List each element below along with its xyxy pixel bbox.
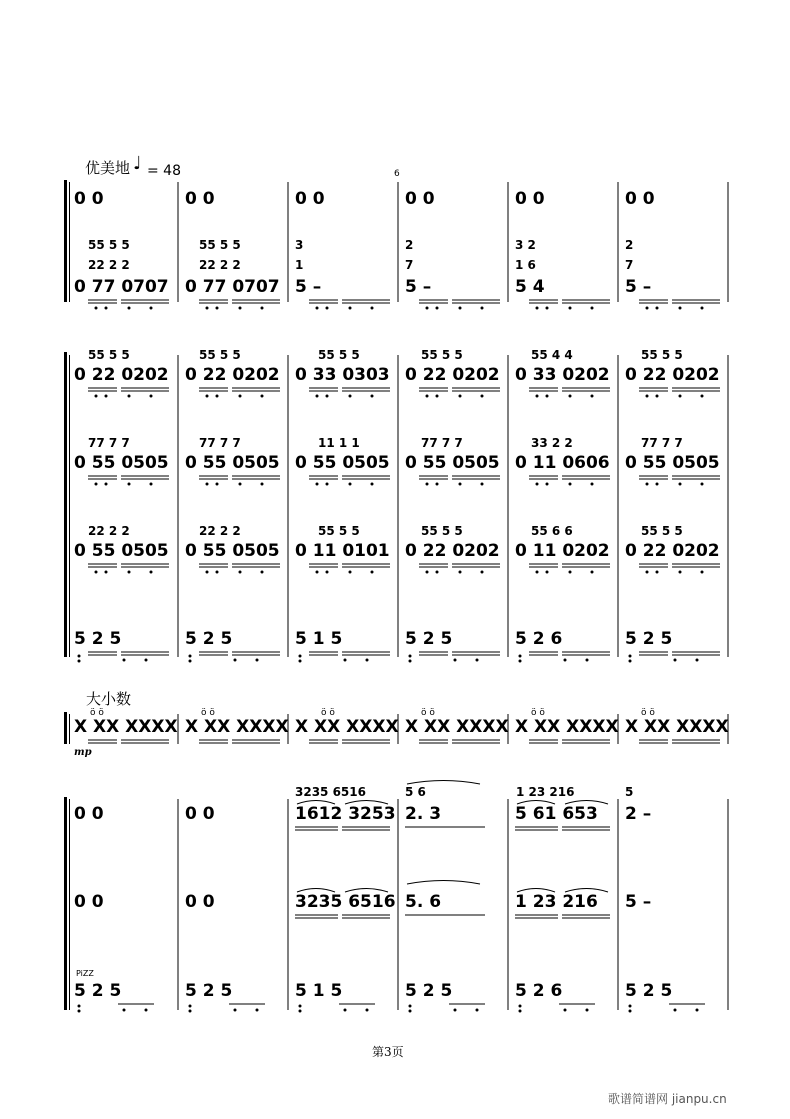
slur xyxy=(517,889,555,893)
chord-top: 1 23 216 xyxy=(516,785,575,799)
octave-dot xyxy=(349,483,352,486)
octave-dot xyxy=(326,483,329,486)
notes: 0 22 0202 xyxy=(625,541,720,561)
percussion-label: 大小数 xyxy=(86,690,132,708)
octave-dot xyxy=(78,655,81,658)
notes: 0 0 xyxy=(74,892,104,912)
octave-dot xyxy=(656,483,659,486)
notes: 0 55 0505 xyxy=(185,541,280,561)
chord-top: 33 2 2 xyxy=(531,436,573,450)
octave-dot xyxy=(646,395,649,398)
octave-dot xyxy=(656,571,659,574)
octave-dot xyxy=(128,395,131,398)
notes: 5 1 5 xyxy=(295,629,343,649)
octave-dot xyxy=(371,307,374,310)
notes: 3235 6516 xyxy=(295,892,396,912)
notes: 1612 3253 xyxy=(295,804,396,824)
octave-dot xyxy=(519,1005,522,1008)
notes: 0 33 0303 xyxy=(295,365,390,385)
ornament: ö ö xyxy=(641,708,655,718)
notes: 0 55 0505 xyxy=(74,541,169,561)
chord-top: 11 1 1 xyxy=(318,436,360,450)
octave-dot xyxy=(591,483,594,486)
octave-dot xyxy=(701,307,704,310)
octave-dot xyxy=(150,307,153,310)
chord-top: 55 5 5 xyxy=(199,348,241,362)
octave-dot xyxy=(239,307,242,310)
chord-top: 77 7 7 xyxy=(421,436,463,450)
notes: 5 – xyxy=(405,277,432,297)
chord-top: 3 xyxy=(295,238,304,252)
octave-dot xyxy=(646,483,649,486)
octave-dot xyxy=(261,571,264,574)
octave-dot xyxy=(256,659,259,662)
octave-dot xyxy=(564,659,567,662)
notes: 5 2 5 xyxy=(625,981,673,1001)
octave-dot xyxy=(216,395,219,398)
slur xyxy=(345,889,388,893)
octave-dot xyxy=(536,395,539,398)
octave-dot xyxy=(150,571,153,574)
octave-dot xyxy=(326,307,329,310)
octave-dot xyxy=(476,1009,479,1012)
octave-dot xyxy=(564,1009,567,1012)
notes: 5 2 5 xyxy=(185,981,233,1001)
notes: 5 – xyxy=(295,277,322,297)
pizz-marking: PiZZ xyxy=(76,969,94,978)
octave-dot xyxy=(519,1010,522,1013)
chord-mid: 22 2 2 xyxy=(88,258,130,272)
octave-dot xyxy=(150,395,153,398)
chord-top: 2 xyxy=(625,238,634,252)
octave-dot xyxy=(349,395,352,398)
chord-top: 55 5 5 xyxy=(421,524,463,538)
octave-dot xyxy=(591,307,594,310)
ornament: ö ö xyxy=(421,708,435,718)
octave-dot xyxy=(569,571,572,574)
chord-top: 5 xyxy=(625,785,634,799)
chord-top: 55 5 5 xyxy=(318,348,360,362)
notes: 0 0 xyxy=(185,892,215,912)
notes: 0 0 xyxy=(74,189,104,209)
octave-dot xyxy=(674,1009,677,1012)
octave-dot xyxy=(519,655,522,658)
octave-dot xyxy=(436,307,439,310)
octave-dot xyxy=(696,1009,699,1012)
octave-dot xyxy=(371,395,374,398)
octave-dot xyxy=(679,571,682,574)
ornament: ö ö xyxy=(90,708,104,718)
dynamic-marking: mp xyxy=(74,747,92,758)
octave-dot xyxy=(586,659,589,662)
chord-top: 55 4 4 xyxy=(531,348,573,362)
notes: 0 22 0202 xyxy=(74,365,169,385)
octave-dot xyxy=(105,483,108,486)
octave-dot xyxy=(546,571,549,574)
notes: 0 11 0101 xyxy=(295,541,390,561)
notes: 2 – xyxy=(625,804,652,824)
octave-dot xyxy=(454,659,457,662)
octave-dot xyxy=(696,659,699,662)
chord-top: 55 5 5 xyxy=(641,524,683,538)
octave-dot xyxy=(216,307,219,310)
notes: 0 55 0505 xyxy=(185,453,280,473)
octave-dot xyxy=(679,307,682,310)
octave-dot xyxy=(239,395,242,398)
octave-dot xyxy=(536,483,539,486)
octave-dot xyxy=(656,395,659,398)
octave-dot xyxy=(646,307,649,310)
slur xyxy=(297,889,335,893)
chord-top: 3 2 xyxy=(515,238,536,252)
notes: 5 – xyxy=(625,892,652,912)
octave-dot xyxy=(426,307,429,310)
octave-dot xyxy=(234,659,237,662)
notes: X XX XXXX xyxy=(405,717,509,737)
octave-dot xyxy=(95,483,98,486)
chord-top: 55 5 5 xyxy=(88,348,130,362)
notes: 5 2 5 xyxy=(625,629,673,649)
quarter-note-icon: ♩ xyxy=(133,153,142,174)
octave-dot xyxy=(189,660,192,663)
octave-dot xyxy=(536,571,539,574)
octave-dot xyxy=(646,571,649,574)
octave-dot xyxy=(316,483,319,486)
octave-dot xyxy=(206,307,209,310)
notes: 0 11 0202 xyxy=(515,541,610,561)
octave-dot xyxy=(299,655,302,658)
notes: 5 – xyxy=(625,277,652,297)
notes: 0 77 0707 xyxy=(74,277,169,297)
octave-dot xyxy=(409,660,412,663)
ornament: ö ö xyxy=(531,708,545,718)
watermark: 歌谱简谱网 jianpu.cn xyxy=(608,1092,727,1106)
octave-dot xyxy=(591,571,594,574)
octave-dot xyxy=(239,571,242,574)
notes: X XX XXXX xyxy=(185,717,289,737)
octave-dot xyxy=(105,395,108,398)
chord-mid: 1 6 xyxy=(515,258,536,272)
octave-dot xyxy=(316,395,319,398)
octave-dot xyxy=(546,483,549,486)
octave-dot xyxy=(569,483,572,486)
octave-dot xyxy=(481,483,484,486)
octave-dot xyxy=(326,395,329,398)
octave-dot xyxy=(481,571,484,574)
octave-dot xyxy=(481,395,484,398)
notes: 0 0 xyxy=(405,189,435,209)
octave-dot xyxy=(409,655,412,658)
octave-dot xyxy=(701,395,704,398)
octave-dot xyxy=(206,571,209,574)
notes: 0 55 0505 xyxy=(295,453,390,473)
notes: 0 0 xyxy=(185,804,215,824)
slur xyxy=(517,801,555,805)
octave-dot xyxy=(78,660,81,663)
octave-dot xyxy=(674,659,677,662)
octave-dot xyxy=(150,483,153,486)
notes: X XX XXXX xyxy=(74,717,178,737)
octave-dot xyxy=(189,1010,192,1013)
octave-dot xyxy=(239,483,242,486)
octave-dot xyxy=(299,1005,302,1008)
octave-dot xyxy=(316,307,319,310)
octave-dot xyxy=(78,1010,81,1013)
notes: 5 2 5 xyxy=(405,981,453,1001)
chord-top: 22 2 2 xyxy=(199,524,241,538)
octave-dot xyxy=(546,395,549,398)
notes: 0 0 xyxy=(295,189,325,209)
octave-dot xyxy=(569,307,572,310)
octave-dot xyxy=(591,395,594,398)
notes: X XX XXXX xyxy=(625,717,729,737)
slur xyxy=(345,801,388,805)
chord-top: 55 6 6 xyxy=(531,524,573,538)
chord-top: 77 7 7 xyxy=(641,436,683,450)
chord-top: 77 7 7 xyxy=(88,436,130,450)
octave-dot xyxy=(145,659,148,662)
octave-dot xyxy=(145,1009,148,1012)
octave-dot xyxy=(629,1005,632,1008)
notes: 5 2 5 xyxy=(405,629,453,649)
chord-top: 2 xyxy=(405,238,414,252)
chord-top: 77 7 7 xyxy=(199,436,241,450)
octave-dot xyxy=(261,307,264,310)
octave-dot xyxy=(656,307,659,310)
octave-dot xyxy=(216,483,219,486)
octave-dot xyxy=(366,1009,369,1012)
notes: 2. 3 xyxy=(405,804,442,824)
tie xyxy=(407,781,480,785)
measure-number: 6 xyxy=(394,169,400,179)
notes: 0 55 0505 xyxy=(405,453,500,473)
octave-dot xyxy=(409,1010,412,1013)
octave-dot xyxy=(536,307,539,310)
chord-top: 55 5 5 xyxy=(88,238,130,252)
octave-dot xyxy=(123,659,126,662)
octave-dot xyxy=(189,655,192,658)
octave-dot xyxy=(629,1010,632,1013)
chord-top: 55 5 5 xyxy=(421,348,463,362)
octave-dot xyxy=(409,1005,412,1008)
octave-dot xyxy=(366,659,369,662)
octave-dot xyxy=(299,1010,302,1013)
octave-dot xyxy=(261,395,264,398)
notes: 5 2 6 xyxy=(515,629,563,649)
slur xyxy=(565,889,608,893)
notes: 5 2 6 xyxy=(515,981,563,1001)
octave-dot xyxy=(128,307,131,310)
notes: 1 23 216 xyxy=(515,892,598,912)
octave-dot xyxy=(701,571,704,574)
tempo-marking: 优美地 xyxy=(85,159,131,177)
ornament: ö ö xyxy=(201,708,215,718)
octave-dot xyxy=(546,307,549,310)
notes: 0 55 0505 xyxy=(74,453,169,473)
octave-dot xyxy=(426,483,429,486)
notes: 0 33 0202 xyxy=(515,365,610,385)
notes: 0 77 0707 xyxy=(185,277,280,297)
octave-dot xyxy=(459,307,462,310)
octave-dot xyxy=(459,483,462,486)
octave-dot xyxy=(476,659,479,662)
octave-dot xyxy=(123,1009,126,1012)
octave-dot xyxy=(128,571,131,574)
octave-dot xyxy=(349,307,352,310)
octave-dot xyxy=(701,483,704,486)
chord-top: 22 2 2 xyxy=(88,524,130,538)
octave-dot xyxy=(326,571,329,574)
octave-dot xyxy=(436,483,439,486)
octave-dot xyxy=(316,571,319,574)
notes: 5 2 5 xyxy=(185,629,233,649)
octave-dot xyxy=(234,1009,237,1012)
octave-dot xyxy=(299,660,302,663)
page-number: 第3页 xyxy=(372,1045,404,1059)
notes: 0 55 0505 xyxy=(625,453,720,473)
octave-dot xyxy=(629,655,632,658)
chord-top: 55 5 5 xyxy=(199,238,241,252)
notes: X XX XXXX xyxy=(515,717,619,737)
octave-dot xyxy=(206,395,209,398)
notes: 0 22 0202 xyxy=(185,365,280,385)
notes: 5 1 5 xyxy=(295,981,343,1001)
octave-dot xyxy=(128,483,131,486)
octave-dot xyxy=(206,483,209,486)
tempo-value: = 48 xyxy=(147,163,181,179)
chord-top: 5 6 xyxy=(405,785,426,799)
octave-dot xyxy=(481,307,484,310)
notes: 5. 6 xyxy=(405,892,442,912)
chord-top: 55 5 5 xyxy=(641,348,683,362)
octave-dot xyxy=(519,660,522,663)
notes: 0 22 0202 xyxy=(405,541,500,561)
notes: 5 2 5 xyxy=(74,981,122,1001)
ornament: ö ö xyxy=(321,708,335,718)
octave-dot xyxy=(569,395,572,398)
notes: 0 0 xyxy=(74,804,104,824)
octave-dot xyxy=(629,660,632,663)
notes: 0 22 0202 xyxy=(625,365,720,385)
octave-dot xyxy=(95,571,98,574)
octave-dot xyxy=(189,1005,192,1008)
notes: 0 22 0202 xyxy=(405,365,500,385)
notes: X XX XXXX xyxy=(295,717,399,737)
chord-mid: 22 2 2 xyxy=(199,258,241,272)
octave-dot xyxy=(349,571,352,574)
octave-dot xyxy=(679,395,682,398)
octave-dot xyxy=(426,571,429,574)
octave-dot xyxy=(95,395,98,398)
notes: 5 4 xyxy=(515,277,545,297)
octave-dot xyxy=(105,571,108,574)
notes: 5 61 653 xyxy=(515,804,598,824)
chord-top: 55 5 5 xyxy=(318,524,360,538)
octave-dot xyxy=(371,483,374,486)
notes: 0 0 xyxy=(185,189,215,209)
chord-mid: 1 xyxy=(295,258,304,272)
octave-dot xyxy=(344,659,347,662)
octave-dot xyxy=(371,571,374,574)
tie xyxy=(407,881,480,885)
octave-dot xyxy=(679,483,682,486)
octave-dot xyxy=(426,395,429,398)
octave-dot xyxy=(105,307,108,310)
octave-dot xyxy=(454,1009,457,1012)
octave-dot xyxy=(586,1009,589,1012)
notes: 0 0 xyxy=(625,189,655,209)
octave-dot xyxy=(436,571,439,574)
octave-dot xyxy=(344,1009,347,1012)
octave-dot xyxy=(216,571,219,574)
chord-mid: 7 xyxy=(405,258,414,272)
octave-dot xyxy=(459,571,462,574)
notes: 0 0 xyxy=(515,189,545,209)
octave-dot xyxy=(78,1005,81,1008)
slur xyxy=(297,801,335,805)
chord-top: 3235 6516 xyxy=(295,785,366,799)
octave-dot xyxy=(256,1009,259,1012)
octave-dot xyxy=(436,395,439,398)
chord-mid: 7 xyxy=(625,258,634,272)
octave-dot xyxy=(459,395,462,398)
octave-dot xyxy=(95,307,98,310)
notes: 0 11 0606 xyxy=(515,453,610,473)
slur xyxy=(565,801,608,805)
octave-dot xyxy=(261,483,264,486)
notes: 5 2 5 xyxy=(74,629,122,649)
